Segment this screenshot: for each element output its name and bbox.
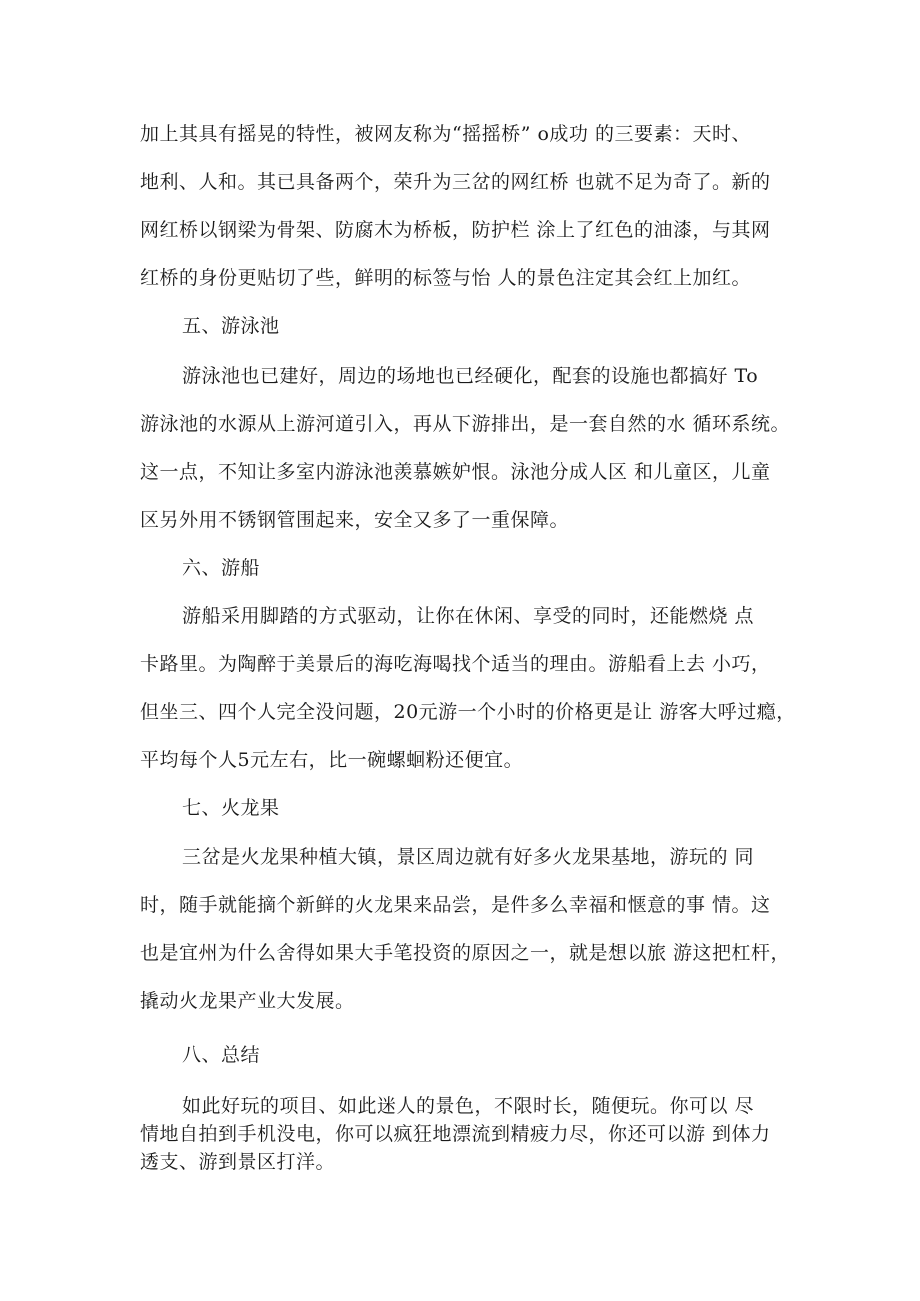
paragraph-line: 但坐三、四个人完全没问题，20元游一个小时的价格更是让 游客大呼过瘾， (140, 701, 796, 723)
paragraph-line: 如此好玩的项目、如此迷人的景色，不限时长，随便玩。你可以 尽 (182, 1095, 755, 1117)
paragraph-line: 时，随手就能摘个新鲜的火龙果来品尝，是件多么幸福和惬意的事 情。这 (140, 894, 771, 916)
paragraph-line: 游船采用脚踏的方式驱动，让你在休闲、享受的同时，还能燃烧 点 (182, 605, 755, 627)
paragraph-line: 情地自拍到手机没电，你可以疯狂地漂流到精疲力尽，你还可以游 到体力 (140, 1123, 771, 1145)
section-heading-swimming-pool: 五、游泳池 (182, 315, 280, 337)
paragraph-line: 区另外用不锈钢管围起来，安全又多了一重保障。 (140, 509, 570, 531)
paragraph-line: 红桥的身份更贴切了些，鲜明的标签与怡 人的景色注定其会红上加红。 (140, 267, 752, 289)
paragraph-line: 平均每个人5元左右，比一碗螺蛔粉还便宜。 (140, 749, 524, 771)
paragraph-line: 游泳池的水源从上游河道引入，再从下游排出，是一套自然的水 循环系统。 (140, 413, 791, 435)
paragraph-line: 透支、游到景区打洋。 (140, 1151, 336, 1173)
section-heading-boats: 六、游船 (182, 557, 261, 579)
paragraph-line: 卡路里。为陶醉于美景后的海吃海喝找个适当的理由。游船看上去 小巧， (140, 653, 771, 675)
paragraph-line: 地利、人和。其已具备两个，荣升为三岔的网红桥 也就不足为奇了。新的 (140, 171, 771, 193)
section-heading-dragon-fruit: 七、火龙果 (182, 797, 280, 819)
paragraph-line: 这一点，不知让多室内游泳池羡慕嫉妒恨。泳池分成人区 和儿童区，儿童 (140, 461, 771, 483)
paragraph-line: 游泳池也已建好，周边的场地也已经硬化，配套的设施也都搞好 To (182, 365, 759, 387)
paragraph-line: 撬动火龙果产业大发展。 (140, 990, 355, 1012)
paragraph-line: 也是宜州为什么舍得如果大手笔投资的原因之一，就是想以旅 游这把杠杆， (140, 942, 791, 964)
paragraph-line: 三岔是火龙果种植大镇，景区周边就有好多火龙果基地，游玩的 同 (182, 846, 755, 868)
paragraph-line: 网红桥以钢梁为骨架、防腐木为桥板，防护栏 涂上了红色的油漆，与其网 (140, 219, 771, 241)
paragraph-line: 加上其具有摇晃的特性，被网友称为“摇摇桥” o成功 的三要素：天时、 (140, 123, 751, 145)
section-heading-summary: 八、总结 (182, 1044, 261, 1066)
